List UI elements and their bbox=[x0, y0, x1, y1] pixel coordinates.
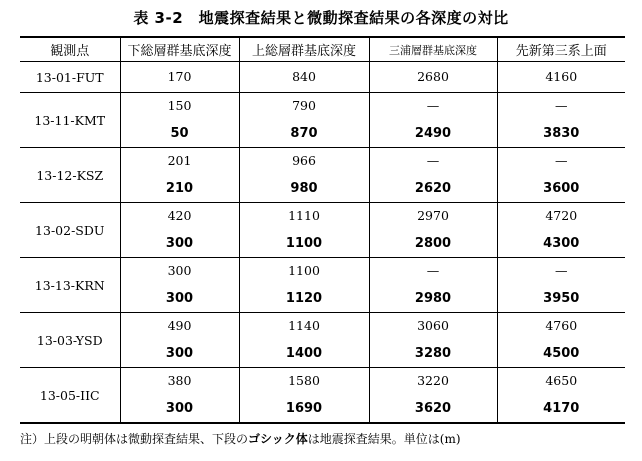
seismic-value: 2620 bbox=[414, 181, 452, 196]
microtremor-value: 3220 bbox=[417, 373, 449, 388]
value-cell bbox=[120, 313, 239, 368]
value-cell bbox=[497, 62, 625, 93]
site-cell: 13-11-KMT bbox=[20, 93, 120, 148]
microtremor-value: 3060 bbox=[417, 318, 449, 333]
value-cell bbox=[120, 368, 239, 424]
microtremor-value: 790 bbox=[292, 98, 316, 113]
microtremor-value: — bbox=[555, 98, 568, 113]
seismic-value: 300 bbox=[165, 291, 194, 306]
value-cell bbox=[120, 203, 239, 258]
site-cell: 13-01-FUT bbox=[20, 62, 120, 93]
seismic-value: 50 bbox=[170, 126, 189, 141]
value-cell bbox=[497, 93, 625, 148]
seismic-value: 300 bbox=[165, 346, 194, 361]
value-cell bbox=[239, 368, 369, 424]
value-cell bbox=[239, 203, 369, 258]
value-cell bbox=[369, 62, 497, 93]
value-cell bbox=[497, 258, 625, 313]
microtremor-value: 201 bbox=[167, 153, 192, 168]
microtremor-value: 380 bbox=[167, 373, 192, 388]
value-cell bbox=[239, 93, 369, 148]
seismic-value: 3280 bbox=[414, 346, 452, 361]
microtremor-value: 170 bbox=[167, 69, 192, 84]
microtremor-value: 490 bbox=[167, 318, 192, 333]
value-cell bbox=[369, 203, 497, 258]
value-cell bbox=[239, 148, 369, 203]
microtremor-value: 1580 bbox=[288, 373, 320, 388]
microtremor-value: — bbox=[426, 263, 440, 278]
microtremor-value: 2970 bbox=[417, 208, 449, 223]
seismic-value: 2980 bbox=[414, 291, 452, 306]
site-cell: 13-05-IIC bbox=[20, 368, 120, 424]
value-cell bbox=[497, 148, 625, 203]
table-row bbox=[20, 148, 625, 203]
value-cell bbox=[369, 258, 497, 313]
seismic-value: 1120 bbox=[285, 291, 323, 306]
microtremor-value: 2680 bbox=[417, 69, 449, 84]
footnote-gothic: ゴシック体 bbox=[248, 432, 308, 446]
value-cell bbox=[497, 203, 625, 258]
microtremor-value: 840 bbox=[292, 69, 316, 84]
seismic-value: 4500 bbox=[543, 346, 580, 361]
microtremor-value: 150 bbox=[167, 98, 192, 113]
seismic-value: 300 bbox=[165, 401, 194, 416]
header-kazusa: 上総層群基底深度 bbox=[239, 37, 369, 62]
table-title: 表 3-2 地震探査結果と微動探査結果の各深度の対比 bbox=[133, 9, 509, 27]
microtremor-value: 420 bbox=[167, 208, 192, 223]
header-row bbox=[20, 37, 625, 62]
microtremor-value: 1140 bbox=[288, 318, 320, 333]
microtremor-value: 4760 bbox=[545, 318, 578, 333]
table-row bbox=[20, 368, 625, 424]
value-cell bbox=[369, 148, 497, 203]
value-cell bbox=[239, 313, 369, 368]
header-miura: 三浦層群基底深度 bbox=[369, 37, 497, 62]
table-row bbox=[20, 313, 625, 368]
site-cell: 13-03-YSD bbox=[20, 313, 120, 368]
seismic-value: 3950 bbox=[543, 291, 580, 306]
value-cell bbox=[369, 93, 497, 148]
value-cell bbox=[120, 62, 239, 93]
footnote bbox=[20, 431, 461, 447]
microtremor-value: 300 bbox=[167, 263, 192, 278]
seismic-value: 4170 bbox=[543, 401, 580, 416]
value-cell bbox=[497, 313, 625, 368]
seismic-value: 3620 bbox=[414, 401, 452, 416]
seismic-value: 1690 bbox=[285, 401, 323, 416]
seismic-value: 300 bbox=[165, 236, 194, 251]
seismic-value: 1100 bbox=[285, 236, 323, 251]
comparison-table bbox=[20, 36, 625, 424]
seismic-value: 3830 bbox=[543, 126, 580, 141]
value-cell bbox=[120, 148, 239, 203]
seismic-value: 1400 bbox=[285, 346, 323, 361]
site-cell: 13-13-KRN bbox=[20, 258, 120, 313]
microtremor-value: 4650 bbox=[545, 373, 578, 388]
seismic-value: 3600 bbox=[543, 181, 580, 196]
microtremor-value: 1100 bbox=[288, 263, 320, 278]
microtremor-value: 4720 bbox=[545, 208, 578, 223]
value-cell bbox=[369, 313, 497, 368]
value-cell bbox=[120, 258, 239, 313]
value-cell bbox=[120, 93, 239, 148]
header-site: 観測点 bbox=[20, 37, 120, 62]
seismic-value: 4300 bbox=[543, 236, 580, 251]
microtremor-value: 4160 bbox=[545, 69, 578, 84]
value-cell bbox=[369, 368, 497, 424]
table-row bbox=[20, 203, 625, 258]
seismic-value: 2800 bbox=[414, 236, 452, 251]
seismic-value: 870 bbox=[290, 126, 318, 141]
value-cell bbox=[497, 368, 625, 424]
value-cell bbox=[239, 62, 369, 93]
microtremor-value: 966 bbox=[292, 153, 316, 168]
site-cell: 13-12-KSZ bbox=[20, 148, 120, 203]
microtremor-value: — bbox=[555, 153, 568, 168]
site-cell: 13-02-SDU bbox=[20, 203, 120, 258]
table-row bbox=[20, 93, 625, 148]
seismic-value: 980 bbox=[290, 181, 318, 196]
seismic-value: 2490 bbox=[414, 126, 452, 141]
microtremor-value: — bbox=[426, 98, 440, 113]
table-row bbox=[20, 62, 625, 93]
header-shimousa: 下総層群基底深度 bbox=[120, 37, 239, 62]
header-pre-neogene: 先新第三系上面 bbox=[497, 37, 625, 62]
microtremor-value: — bbox=[426, 153, 440, 168]
footnote-suffix: は地震探査結果。単位は(m) bbox=[307, 432, 461, 446]
seismic-value: 210 bbox=[165, 181, 194, 196]
table-row bbox=[20, 258, 625, 313]
value-cell bbox=[239, 258, 369, 313]
footnote-prefix: 注）上段の明朝体は微動探査結果、下段の bbox=[20, 432, 249, 446]
microtremor-value: 1110 bbox=[288, 208, 320, 223]
microtremor-value: — bbox=[555, 263, 568, 278]
